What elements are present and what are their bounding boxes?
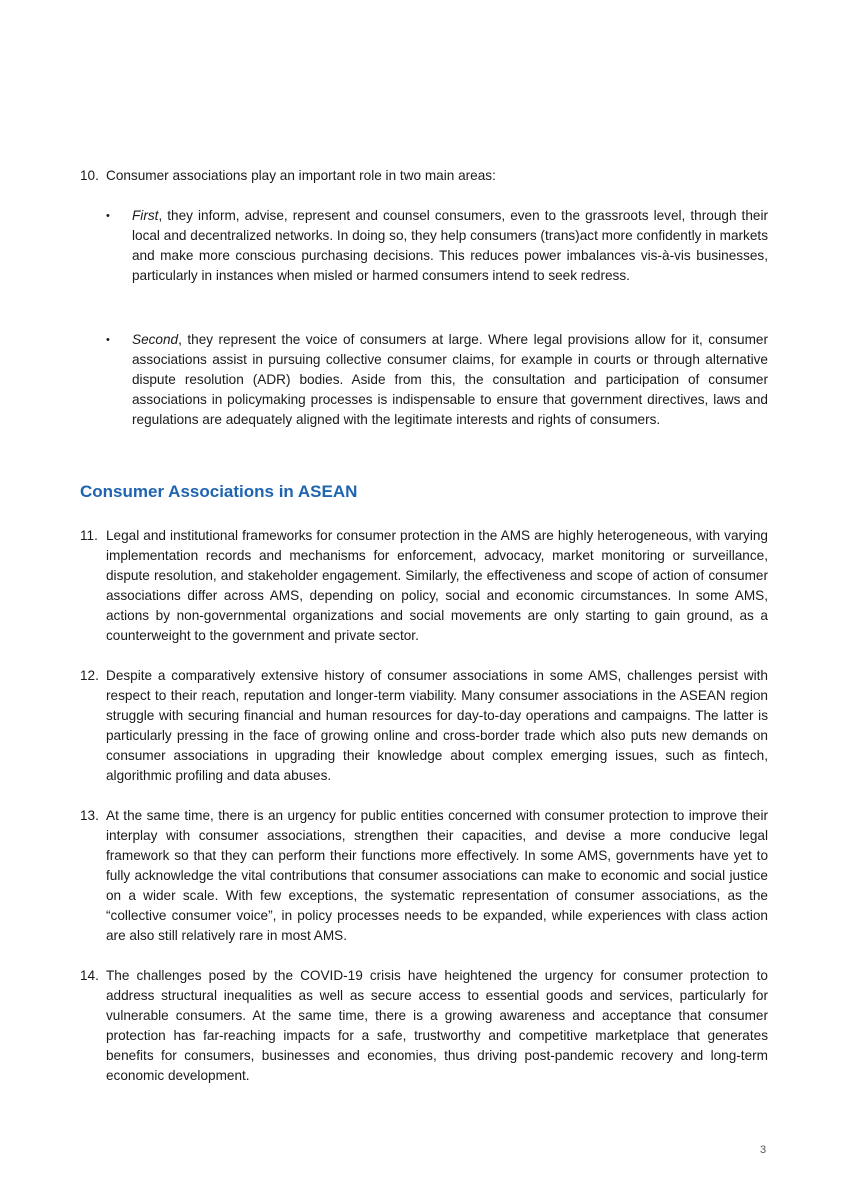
bullet-text: , they represent the voice of consumers at large. Where legal provisions allow for it, consumer associations assist in pursuing collective consumer claims, for example in courts or through alternative dispute resolution (ADR) bodies. Aside from this, the consultation and participation of consumer associations in policymaking processes is indispensable to ensure that government directives, laws and regulations are adequately aligned with the legitimate interests and rights of consumers. bbox=[132, 332, 768, 427]
paragraph-text: The challenges posed by the COVID-19 crisis have heightened the urgency for consumer protection to address structural inequalities as well as secure access to essential goods and services, particularly for vulnerable consumers. At the same time, there is a growing awareness and acceptance that consumer protection has far-reaching impacts for a safe, trustworthy and competitive marketplace that generates benefits for consumers, businesses and economies, thus driving post-pandemic recovery and long-term economic development. bbox=[106, 968, 768, 1083]
paragraph-number: 14. bbox=[80, 968, 99, 983]
paragraph-text: Consumer associations play an important role in two main areas: bbox=[106, 168, 496, 183]
paragraph-number: 13. bbox=[80, 808, 99, 823]
page-number: 3 bbox=[760, 1144, 767, 1156]
paragraph-14 bbox=[80, 966, 768, 1086]
bullet-item-second bbox=[106, 330, 768, 430]
bullet-icon: • bbox=[106, 210, 110, 222]
paragraph-number: 11. bbox=[80, 528, 98, 543]
bullet-lead: First bbox=[132, 208, 159, 223]
bullet-item-first bbox=[106, 206, 768, 286]
bullet-text: , they inform, advise, represent and counsel consumers, even to the grassroots level, through their local and decentralized networks. In doing so, they help consumers (trans)act more confidently in markets and make more conscious purchasing decisions. This reduces power imbalances vis-à-vis businesses, particularly in instances when misled or harmed consumers intend to seek redress. bbox=[132, 208, 768, 283]
section-heading: Consumer Associations in ASEAN bbox=[80, 482, 358, 501]
paragraph-11 bbox=[80, 526, 768, 646]
paragraph-number: 12. bbox=[80, 668, 99, 683]
paragraph-12 bbox=[80, 666, 768, 786]
paragraph-text: Despite a comparatively extensive history of consumer associations in some AMS, challenges persist with respect to their reach, reputation and longer-term viability. Many consumer associations in the ASEAN region struggle with securing financial and human resources for day-to-day operations and campaigns. The latter is particularly pressing in the face of growing online and cross-border trade which also puts new demands on consumer associations in upgrading their knowledge about complex emerging issues, such as fintech, algorithmic profiling and data abuses. bbox=[106, 668, 768, 783]
paragraph-10 bbox=[80, 166, 768, 186]
bullet-lead: Second bbox=[132, 332, 179, 347]
bullet-icon: • bbox=[106, 334, 110, 346]
paragraph-13 bbox=[80, 806, 768, 946]
paragraph-number: 10. bbox=[80, 168, 99, 183]
paragraph-text: At the same time, there is an urgency for public entities concerned with consumer protection to improve their interplay with consumer associations, strengthen their capacities, and devise a more conducive legal framework so that they can perform their functions more effectively. In some AMS, governments have yet to fully acknowledge the vital contributions that consumer associations can make to economic and social justice on a wider scale. With few exceptions, the systematic representation of consumer associations, as the “collective consumer voice”, in policy processes needs to be expanded, while experiences with class action are also still relatively rare in most AMS. bbox=[106, 808, 768, 943]
paragraph-text: Legal and institutional frameworks for consumer protection in the AMS are highly heterogeneous, with varying implementation records and mechanisms for enforcement, advocacy, market monitoring or surveillance, dispute resolution, and stakeholder engagement. Similarly, the effectiveness and scope of action of consumer associations differ across AMS, depending on policy, social and economic circumstances. In some AMS, actions by non-governmental organizations and social movements are only starting to gain ground, as a counterweight to the government and private sector. bbox=[106, 528, 768, 643]
